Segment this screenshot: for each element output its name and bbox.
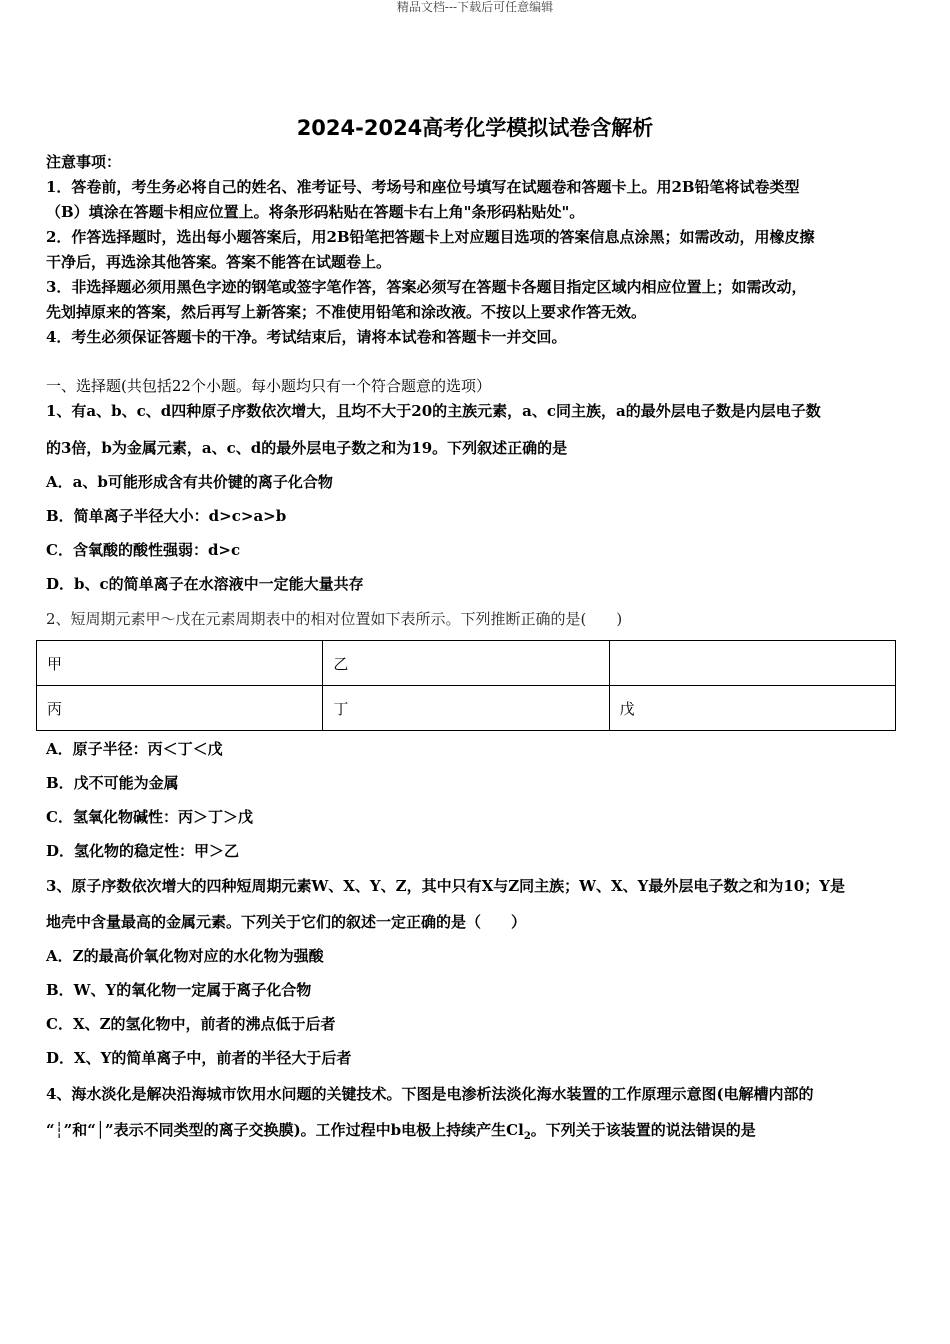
q2-option-b: B．戊不可能为金属	[46, 774, 179, 792]
q3-option-d: D．X、Y的简单离子中，前者的半径大于后者	[46, 1049, 352, 1067]
q3-stem: 地壳中含量最高的金属元素。下列关于它们的叙述一定正确的是（ ）	[46, 913, 527, 931]
notice-line: 1．答卷前，考生务必将自己的姓名、准考证号、考场号和座位号填写在试题卷和答题卡上。用2B铅笔将试卷类型	[46, 178, 800, 196]
page-title: 2024-2024高考化学模拟试卷含解析	[296, 116, 654, 140]
section-heading: 一、选择题(共包括22个小题。每小题均只有一个符合题意的选项）	[46, 377, 491, 395]
q2-option-c: C．氢氧化物碱性：丙＞丁＞戊	[46, 808, 253, 826]
table-cell: 戊	[609, 686, 895, 731]
q4-stem: 4、海水淡化是解决沿海城市饮用水问题的关键技术。下图是电渗析法淡化海水装置的工作原理示意图(电解槽内部的	[46, 1085, 814, 1103]
notice-heading: 注意事项：	[46, 153, 122, 171]
q1-option-a: A．a、b可能形成含有共价键的离子化合物	[46, 473, 333, 491]
q4-stem-part: 。下列关于该装置的说法错误的是	[530, 1121, 756, 1139]
q3-option-b: B．W、Y的氧化物一定属于离子化合物	[46, 981, 312, 999]
page-header: 精品文档---下载后可任意编辑	[396, 0, 554, 14]
q1-stem: 1、有a、b、c、d四种原子序数依次增大，且均不大于20的主族元素，a、c同主族，a的最外层电子数是内层电子数	[46, 402, 821, 420]
q3-option-c: C．X、Z的氢化物中，前者的沸点低于后者	[46, 1015, 336, 1033]
table-cell: 乙	[323, 641, 609, 686]
q1-stem: 的3倍，b为金属元素，a、c、d的最外层电子数之和为19。下列叙述正确的是	[46, 439, 568, 457]
table-cell	[609, 641, 895, 686]
q2-stem: 2、短周期元素甲～戊在元素周期表中的相对位置如下表所示。下列推断正确的是( )	[46, 610, 623, 628]
notice-line: 干净后，再选涂其他答案。答案不能答在试题卷上。	[46, 253, 392, 271]
notice-line: 先划掉原来的答案，然后再写上新答案；不准使用铅笔和涂改液。不按以上要求作答无效。	[46, 303, 647, 321]
q2-option-a: A．原子半径：丙＜丁＜戊	[46, 740, 223, 758]
q1-option-d: D．b、c的简单离子在水溶液中一定能大量共存	[46, 575, 364, 593]
notice-line: 3．非选择题必须用黑色字迹的钢笔或签字笔作答，答案必须写在答题卡各题目指定区域内相应位置上；如需改动，	[46, 278, 807, 296]
q1-option-b: B．简单离子半径大小：d>c>a>b	[46, 507, 287, 525]
q2-option-d: D．氢化物的稳定性：甲＞乙	[46, 842, 240, 860]
table-cell: 丁	[323, 686, 609, 731]
q1-option-c: C．含氧酸的酸性强弱：d>c	[46, 541, 241, 559]
q4-subscript: 2	[523, 1131, 531, 1142]
notice-line: 2．作答选择题时，选出每小题答案后，用2B铅笔把答题卡上对应题目选项的答案信息点涂黑；如需改动，用橡皮擦	[46, 228, 815, 246]
notice-line: 4．考生必须保证答题卡的干净。考试结束后，请将本试卷和答题卡一并交回。	[46, 328, 567, 346]
table-cell: 甲	[37, 641, 323, 686]
q4-stem-part: “┆”和“│”表示不同类型的离子交换膜)。工作过程中b电极上持续产生Cl	[46, 1121, 524, 1139]
notice-line: （B）填涂在答题卡相应位置上。将条形码粘贴在答题卡右上角"条形码粘贴处"。	[46, 203, 585, 221]
q3-stem: 3、原子序数依次增大的四种短周期元素W、X、Y、Z，其中只有X与Z同主族；W、X、Y最外层电子数之和为10；Y是	[46, 877, 845, 895]
q4-stem	[46, 1120, 756, 1147]
periodic-table-fragment	[36, 640, 896, 731]
q3-option-a: A．Z的最高价氧化物对应的水化物为强酸	[46, 947, 324, 965]
table-cell: 丙	[37, 686, 323, 731]
